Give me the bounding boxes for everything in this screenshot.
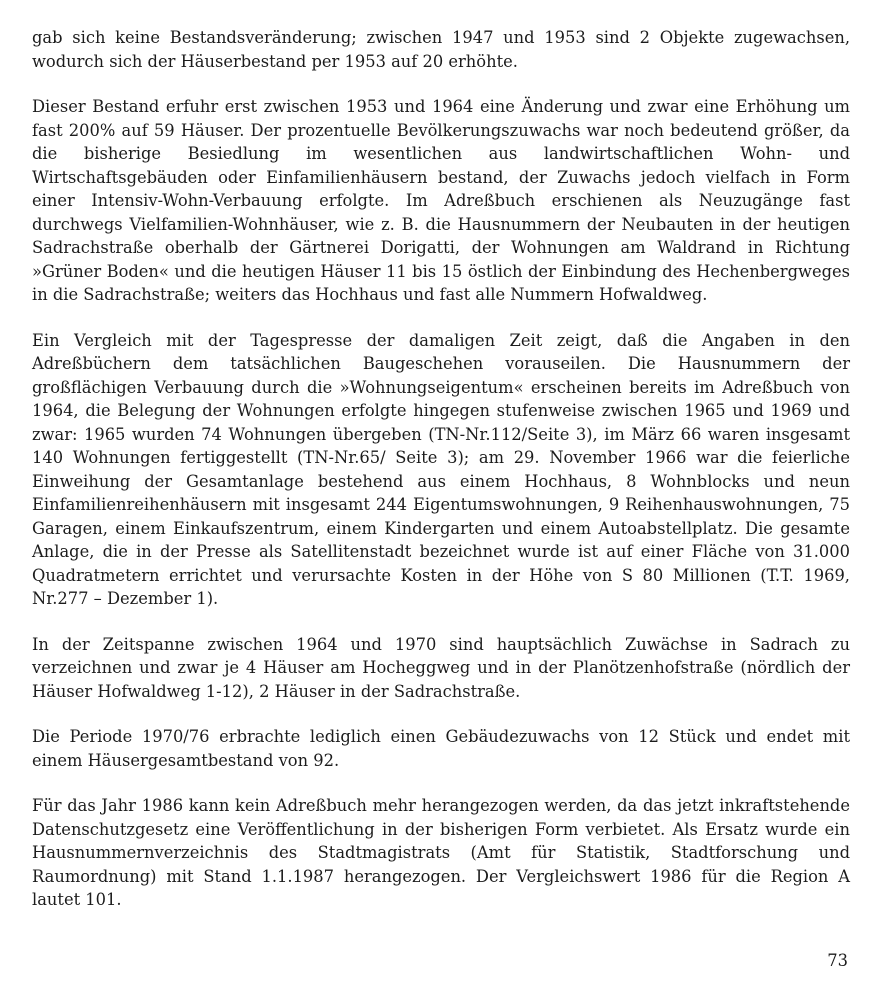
document-body — [32, 26, 850, 934]
paragraph-6: Für das Jahr 1986 kann kein Adreßbuch mehr herangezogen werden, da das jetzt inkraftstehende Datenschutzgesetz eine Veröffentlichung in der bisherigen Form verbietet. Als Ersatz wurde ein Hausnummernverzeichnis des Stadtmagistrats (Amt für Statistik, Stadtforschung und Raumordnung) mit Stand 1.1.1987 herangezogen. Der Vergleichswert 1986 für die Region A lautet 101. — [32, 796, 850, 909]
paragraph-1: gab sich keine Bestandsveränderung; zwischen 1947 und 1953 sind 2 Objekte zugewachsen, wodurch sich der Häuserbestand per 1953 auf 20 erhöhte. — [32, 28, 850, 71]
paragraph-4: In der Zeitspanne zwischen 1964 und 1970 sind hauptsächlich Zuwächse in Sadrach zu verzeichnen und zwar je 4 Häuser am Hocheggweg und in der Planötzenhofstraße (nördlich der Häuser Hofwaldweg 1-12), 2 Häuser in der Sadrachstraße. — [32, 634, 850, 701]
page-number: 73 — [827, 951, 848, 970]
paragraph-5: Die Periode 1970/76 erbrachte lediglich einen Gebäudezuwachs von 12 Stück und endet mit einem Häusergesamtbestand von 92. — [32, 727, 850, 770]
paragraph-3: Ein Vergleich mit der Tagespresse der damaligen Zeit zeigt, daß die Angaben in den Adreßbüchern dem tatsächlichen Baugeschehen vorauseilen. Die Hausnummern der großflächigen Verbauung durch die »Wohnungseigentum« erscheinen bereits im Adreßbuch von 1964, die Belegung der Wohnungen erfolgte hingegen stufenweise zwischen 1965 und 1969 und zwar: 1965 wurden 74 Wohnungen übergeben (TN-Nr.112/Seite 3), im März 66 waren insgesamt 140 Wohnungen fertiggestellt (TN-Nr.65/ Seite 3); am 29. November 1966 war die feierliche Einweihung der Gesamtanlage bestehend aus einem Hochhaus, 8 Wohnblocks und neun Einfamilienreihenhäusern mit insgesamt 244 Eigentumswohnungen, 9 Reihenhauswohnungen, 75 Garagen, einem Einkaufszentrum, einem Kindergarten und einem Autoabstellplatz. Die gesamte Anlage, die in der Presse als Satellitenstadt bezeichnet wurde ist auf einer Fläche von 31.000 Quadratmetern errichtet und verursachte Kosten in der Höhe von S 80 Millionen (T.T. 1969, Nr.277 – Dezember 1). — [32, 330, 850, 608]
paragraph-2: Dieser Bestand erfuhr erst zwischen 1953 und 1964 eine Änderung und zwar eine Erhöhung um fast 200% auf 59 Häuser. Der prozentuelle Bevölkerungszuwachs war noch bedeutend größer, da die bisherige Besiedlung im wesentlichen aus landwirtschaftlichen Wohn- und Wirtschaftsgebäuden oder Einfamilienhäusern bestand, der Zuwachs jedoch vielfach in Form einer Intensiv-Wohn-Verbauung erfolgte. Im Adreßbuch erschienen als Neuzugänge fast durchwegs Vielfamilien-Wohnhäuser, wie z. B. die Hausnummern der Neubauten in der heutigen Sadrachstraße oberhalb der Gärtnerei Dorigatti, der Wohnungen am Waldrand in Richtung »Grüner Boden« und die heutigen Häuser 11 bis 15 östlich der Einbindung des Hechenbergweges in die Sadrachstraße; weiters das Hochhaus und fast alle Nummern Hofwaldweg. — [32, 97, 850, 304]
